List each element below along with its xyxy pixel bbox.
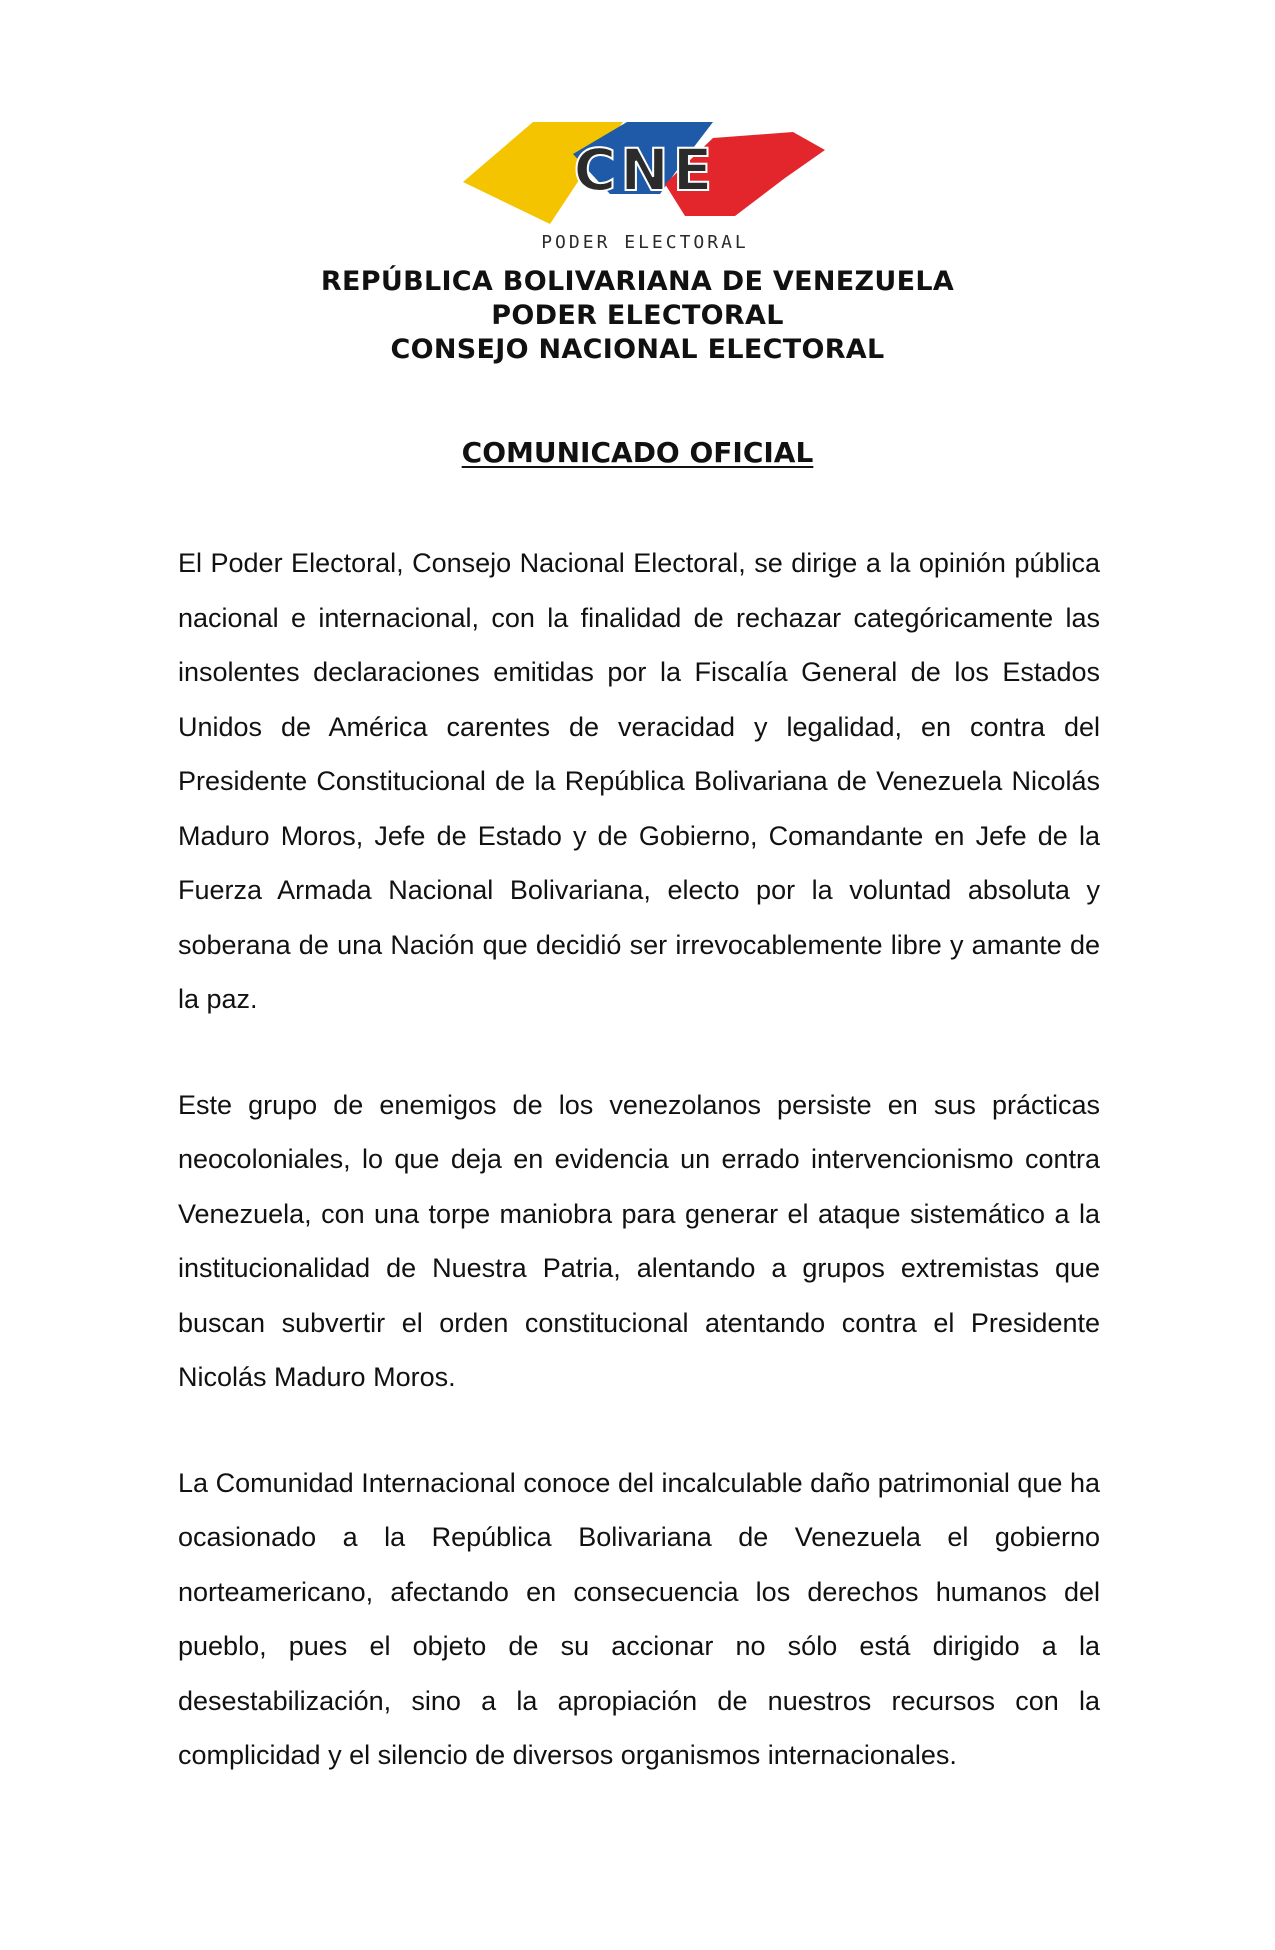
logo-mark-text: CNE: [573, 136, 717, 204]
cne-logo-graphic: [455, 112, 830, 262]
cne-logo: [455, 112, 830, 262]
paragraph-1: El Poder Electoral, Consejo Nacional Electoral, se dirige a la opinión pública nacional e internacional, con la finalidad de rechazar categóricamente las insolentes declaraciones emitidas por la Fiscalía General de los Estados Unidos de América carentes de veracidad y legalidad, en contra del Presidente Constitucional de la República Bolivariana de Venezuela Nicolás Maduro Moros, Jefe de Estado y de Gobierno, Comandante en Jefe de la Fuerza Armada Nacional Bolivariana, electo por la voluntad absoluta y soberana de una Nación que decidió ser irrevocablemente libre y amante de la paz.: [178, 548, 1100, 1014]
logo-subtitle: PODER ELECTORAL: [541, 232, 749, 253]
paragraph-2: Este grupo de enemigos de los venezolanos persiste en sus prácticas neocoloniales, lo que deja en evidencia un errado intervencionismo contra Venezuela, con una torpe maniobra para generar el ataque sistemático a la institucionalidad de Nuestra Patria, alentando a grupos extremistas que buscan subvertir el orden constitucional atentando contra el Presidente Nicolás Maduro Moros.: [178, 1089, 1100, 1392]
header-council: CONSEJO NACIONAL ELECTORAL: [390, 334, 885, 365]
document-body: [178, 536, 1100, 1834]
header-country: REPÚBLICA BOLIVARIANA DE VENEZUELA: [320, 266, 955, 297]
paragraph-3: La Comunidad Internacional conoce del incalculable daño patrimonial que ha ocasionado a la República Bolivariana de Venezuela el gobierno norteamericano, afectando en consecuencia los derechos humanos del pueblo, pues el objeto de su accionar no sólo está dirigido a la desestabilización, sino a la apropiación de nuestros recursos con la complicidad y el silencio de diversos organismos internacionales.: [178, 1467, 1100, 1770]
institution-header: [140, 265, 1135, 367]
document-title: COMUNICADO OFICIAL: [461, 436, 814, 469]
header-branch: PODER ELECTORAL: [491, 300, 784, 331]
